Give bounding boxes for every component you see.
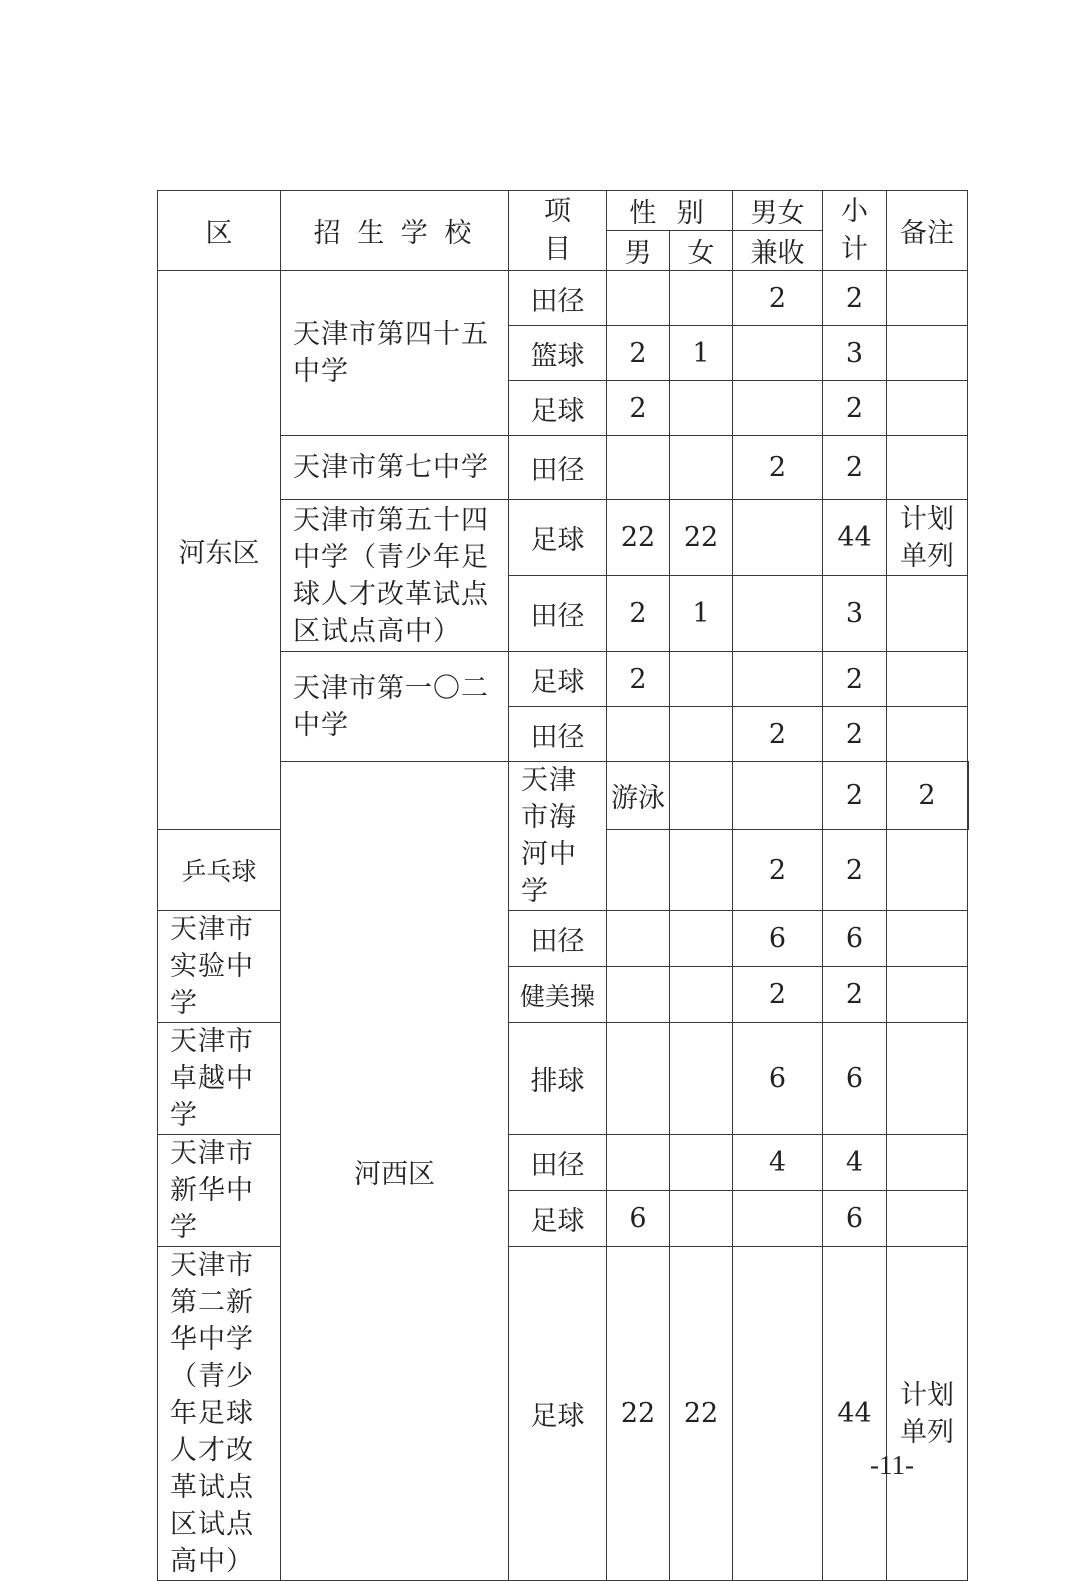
female-cell [670,652,733,707]
coed-cell: 2 [733,436,823,500]
coed-cell: 2 [823,762,887,830]
female-cell [670,436,733,500]
female-cell [670,381,733,436]
male-cell: 2 [607,381,670,436]
enrollment-table-container [157,190,969,1581]
table-row [158,271,969,326]
remark-cell [887,1023,968,1135]
school-cell: 天津市第四十五中学 [281,271,509,436]
subtotal-cell: 4 [823,1135,887,1191]
subtotal-cell: 6 [823,911,887,967]
project-cell: 篮球 [509,326,607,381]
female-cell [670,830,733,911]
male-cell: 22 [607,500,670,576]
remark-cell [887,707,968,762]
coed-cell [733,500,823,576]
school-cell: 天津市海河中学 [509,762,607,911]
coed-cell [733,1247,823,1581]
coed-cell [733,652,823,707]
male-cell [607,436,670,500]
project-cell: 田径 [509,1135,607,1191]
project-cell: 游泳 [607,762,670,830]
male-cell [607,1135,670,1191]
project-cell: 乒乓球 [158,830,281,911]
coed-cell [733,381,823,436]
remark-cell [887,1135,968,1191]
header-gender: 性 别 [607,191,733,231]
page-number: -11- [870,1450,914,1480]
enrollment-table [157,190,969,1581]
project-cell: 田径 [509,576,607,652]
district-hedong: 河东区 [158,271,281,830]
project-cell: 足球 [509,1191,607,1247]
school-cell: 天津市实验中学 [158,911,281,1023]
subtotal-cell: 2 [823,381,887,436]
remark-cell: 计划单列 [887,500,968,576]
coed-cell [733,576,823,652]
subtotal-cell: 2 [823,830,887,911]
coed-cell [733,1191,823,1247]
subtotal-cell: 2 [823,652,887,707]
remark-cell [887,576,968,652]
coed-cell [733,326,823,381]
subtotal-cell: 2 [823,967,887,1023]
coed-cell: 2 [733,707,823,762]
male-cell [607,967,670,1023]
remark-cell [887,326,968,381]
school-cell: 天津市卓越中学 [158,1023,281,1135]
header-subtotal: 小计 [823,191,887,271]
remark-cell [968,762,969,830]
school-cell: 天津市新华中学 [158,1135,281,1247]
header-district: 区 [158,191,281,271]
subtotal-cell: 44 [823,500,887,576]
subtotal-cell: 6 [823,1023,887,1135]
male-cell: 2 [607,652,670,707]
female-cell [670,1135,733,1191]
school-cell: 天津市第二新华中学（青少年足球人才改革试点区试点高中） [158,1247,281,1581]
project-cell: 足球 [509,652,607,707]
subtotal-cell: 6 [823,1191,887,1247]
female-cell [733,762,823,830]
female-cell [670,911,733,967]
header-school: 招 生 学 校 [281,191,509,271]
subtotal-cell: 2 [823,436,887,500]
subtotal-cell: 2 [823,271,887,326]
female-cell [670,271,733,326]
table-row [158,1135,969,1191]
project-cell: 足球 [509,500,607,576]
project-cell: 健美操 [509,967,607,1023]
male-cell [607,271,670,326]
project-cell: 足球 [509,1247,607,1581]
subtotal-cell: 2 [823,707,887,762]
project-cell: 田径 [509,911,607,967]
header-coed-top: 男女 [733,191,823,231]
remark-cell [887,967,968,1023]
female-cell [670,1191,733,1247]
header-project: 项目 [509,191,607,271]
female-cell [670,967,733,1023]
male-cell [607,911,670,967]
header-male: 男 [607,231,670,271]
male-cell: 2 [607,576,670,652]
remark-cell [887,436,968,500]
table-row [158,1023,969,1135]
male-cell: 2 [607,326,670,381]
school-cell: 天津市第五十四中学（青少年足球人才改革试点区试点高中） [281,500,509,652]
coed-cell: 6 [733,911,823,967]
remark-cell [887,830,968,911]
female-cell [670,707,733,762]
subtotal-cell: 44 [823,1247,887,1581]
coed-cell: 2 [733,967,823,1023]
remark-cell: 计划单列 [887,1247,968,1581]
subtotal-cell: 3 [823,576,887,652]
project-cell: 田径 [509,707,607,762]
female-cell: 22 [670,500,733,576]
male-cell [607,707,670,762]
remark-cell [887,381,968,436]
project-cell: 田径 [509,271,607,326]
header-female: 女 [670,231,733,271]
male-cell [670,762,733,830]
table-row [158,1247,969,1581]
remark-cell [887,271,968,326]
male-cell [607,830,670,911]
school-cell: 天津市第七中学 [281,436,509,500]
project-cell: 足球 [509,381,607,436]
male-cell: 22 [607,1247,670,1581]
female-cell: 1 [670,576,733,652]
header-coed-bottom: 兼收 [733,231,823,271]
project-cell: 田径 [509,436,607,500]
remark-cell [887,1191,968,1247]
remark-cell [887,652,968,707]
female-cell: 22 [670,1247,733,1581]
coed-cell: 6 [733,1023,823,1135]
subtotal-cell: 3 [823,326,887,381]
coed-cell: 4 [733,1135,823,1191]
female-cell: 1 [670,326,733,381]
male-cell [607,1023,670,1135]
school-cell: 天津市第一〇二中学 [281,652,509,762]
table-row [158,911,969,967]
subtotal-cell: 2 [887,762,968,830]
project-cell: 排球 [509,1023,607,1135]
coed-cell: 2 [733,271,823,326]
district-hexi: 河西区 [281,762,509,1581]
header-remark: 备注 [887,191,968,271]
female-cell [670,1023,733,1135]
male-cell: 6 [607,1191,670,1247]
remark-cell [887,911,968,967]
coed-cell: 2 [733,830,823,911]
